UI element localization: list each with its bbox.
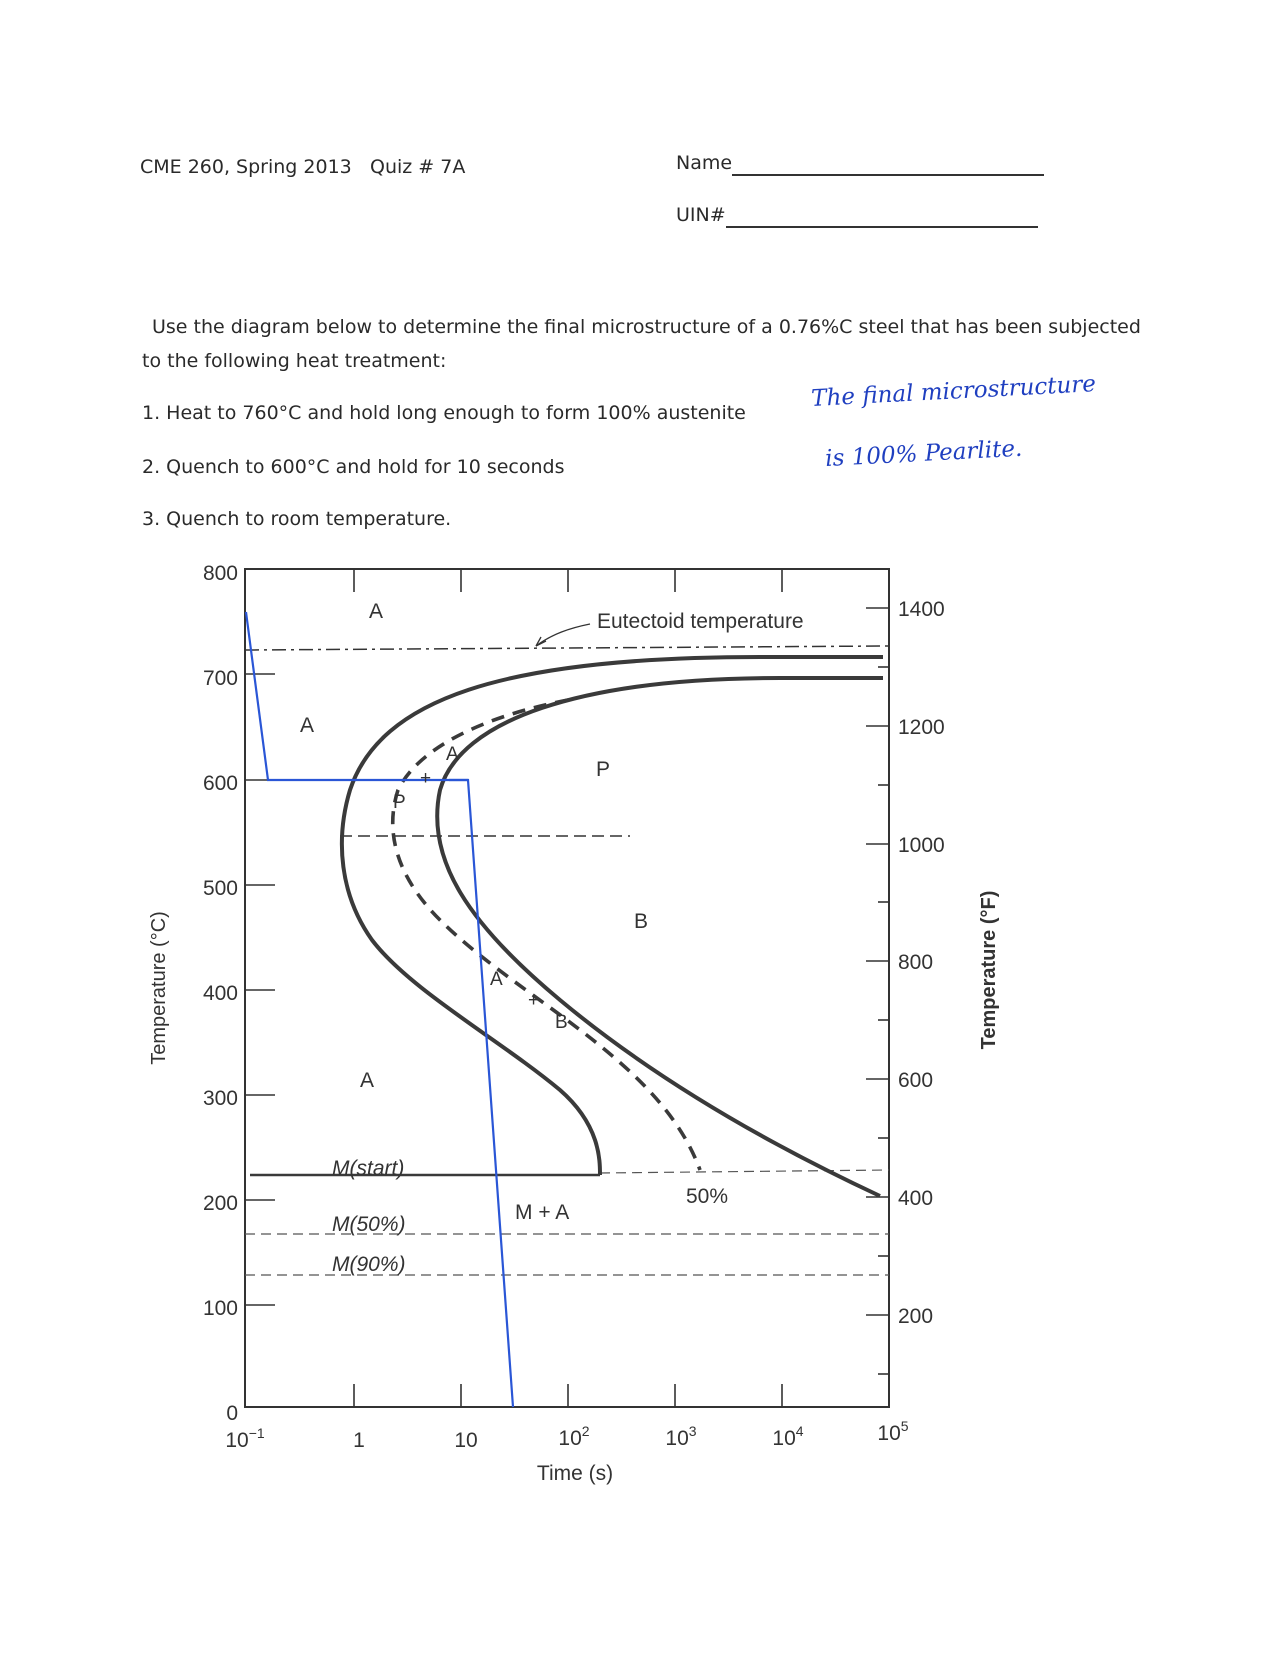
left-tick-800: 800 (202, 562, 238, 585)
left-tick-200: 200 (202, 1192, 238, 1215)
label-a-bottom: A (360, 1069, 375, 1092)
time-tick-100: $10^2$ (558, 1423, 590, 1450)
right-tick-600: 600 (898, 1069, 934, 1092)
right-tick-400: 400 (898, 1187, 934, 1210)
left-axis-title: Temperature (°C) (148, 911, 170, 1065)
left-tick-400: 400 (202, 982, 238, 1005)
left-axis-ticks (245, 674, 275, 1305)
right-tick-200: 200 (898, 1305, 934, 1328)
question-intro-line2: to the following heat treatment: (142, 350, 447, 372)
label-a-plus-p-a: A (446, 744, 459, 765)
right-tick-1000: 1000 (898, 834, 945, 857)
right-axis-title: Temperature (°F) (978, 890, 1000, 1050)
label-m-plus-a: M + A (515, 1201, 570, 1224)
time-tick-1000: $10^3$ (665, 1423, 697, 1450)
transformation-start-curve (342, 657, 883, 1175)
right-tick-labels (898, 598, 945, 1328)
time-tick-10000: $10^4$ (772, 1423, 804, 1450)
left-tick-500: 500 (202, 877, 238, 900)
handwritten-answer-line2: is 100% Pearlite. (824, 435, 1023, 472)
x-axis-title: Time (s) (536, 1462, 614, 1485)
course-title: CME 260, Spring 2013 (140, 156, 352, 178)
time-axis-ticks (354, 569, 782, 1407)
label-eutectoid: Eutectoid temperature (597, 610, 804, 633)
time-tick-1: 1 (353, 1429, 365, 1452)
label-a-plus-b-plus: + (528, 990, 540, 1011)
label-m-90: M(90%) (332, 1253, 406, 1276)
uin-label: UIN# (676, 204, 726, 226)
label-m-50: M(50%) (332, 1213, 406, 1236)
time-tick-10: 10 (454, 1429, 478, 1452)
label-a-plus-b-b: B (555, 1012, 568, 1033)
step-2: 2. Quench to 600°C and hold for 10 seconds (142, 456, 565, 478)
name-label: Name (676, 152, 733, 174)
left-tick-labels (203, 562, 238, 1425)
label-a-top: A (369, 600, 384, 623)
time-tick-labels (225, 1418, 908, 1452)
label-a-plus-p-plus: + (420, 768, 432, 789)
label-fifty-percent: 50% (686, 1185, 729, 1208)
right-tick-1200: 1200 (898, 716, 945, 739)
label-a-left: A (300, 714, 315, 737)
left-tick-600: 600 (202, 772, 238, 795)
left-tick-100: 100 (202, 1297, 238, 1320)
left-tick-0: 0 (226, 1402, 238, 1425)
left-tick-700: 700 (202, 667, 238, 690)
label-m-start: M(start) (332, 1157, 405, 1180)
question-intro-line1: Use the diagram below to determine the final microstructure of a 0.76%C steel that has been subjected (152, 316, 1141, 338)
time-tick-0-1: $10^{-1}$ (225, 1425, 265, 1452)
step-3: 3. Quench to room temperature. (142, 508, 452, 530)
label-p-region: P (596, 758, 611, 781)
plot-frame (245, 569, 889, 1407)
left-tick-300: 300 (202, 1087, 238, 1110)
step-1: 1. Heat to 760°C and hold long enough to form 100% austenite (142, 402, 746, 424)
eutectoid-line (245, 646, 889, 650)
transformation-finish-curve (437, 678, 883, 1196)
quiz-number: Quiz # 7A (370, 156, 466, 178)
label-a-plus-b-a: A (490, 969, 503, 990)
time-tick-100000: $10^5$ (877, 1418, 909, 1445)
label-a-plus-p-p: P (393, 792, 406, 813)
fifty-percent-curve (393, 700, 700, 1170)
right-axis-ticks (866, 608, 889, 1374)
right-tick-1400: 1400 (898, 598, 945, 621)
m-start-extension (600, 1170, 889, 1173)
right-tick-800: 800 (898, 951, 934, 974)
heat-treatment-path (246, 612, 513, 1407)
handwritten-answer-line1: The final microstructure (810, 371, 1097, 412)
label-b-region: B (634, 910, 649, 933)
eutectoid-leader-arrow (536, 624, 590, 646)
